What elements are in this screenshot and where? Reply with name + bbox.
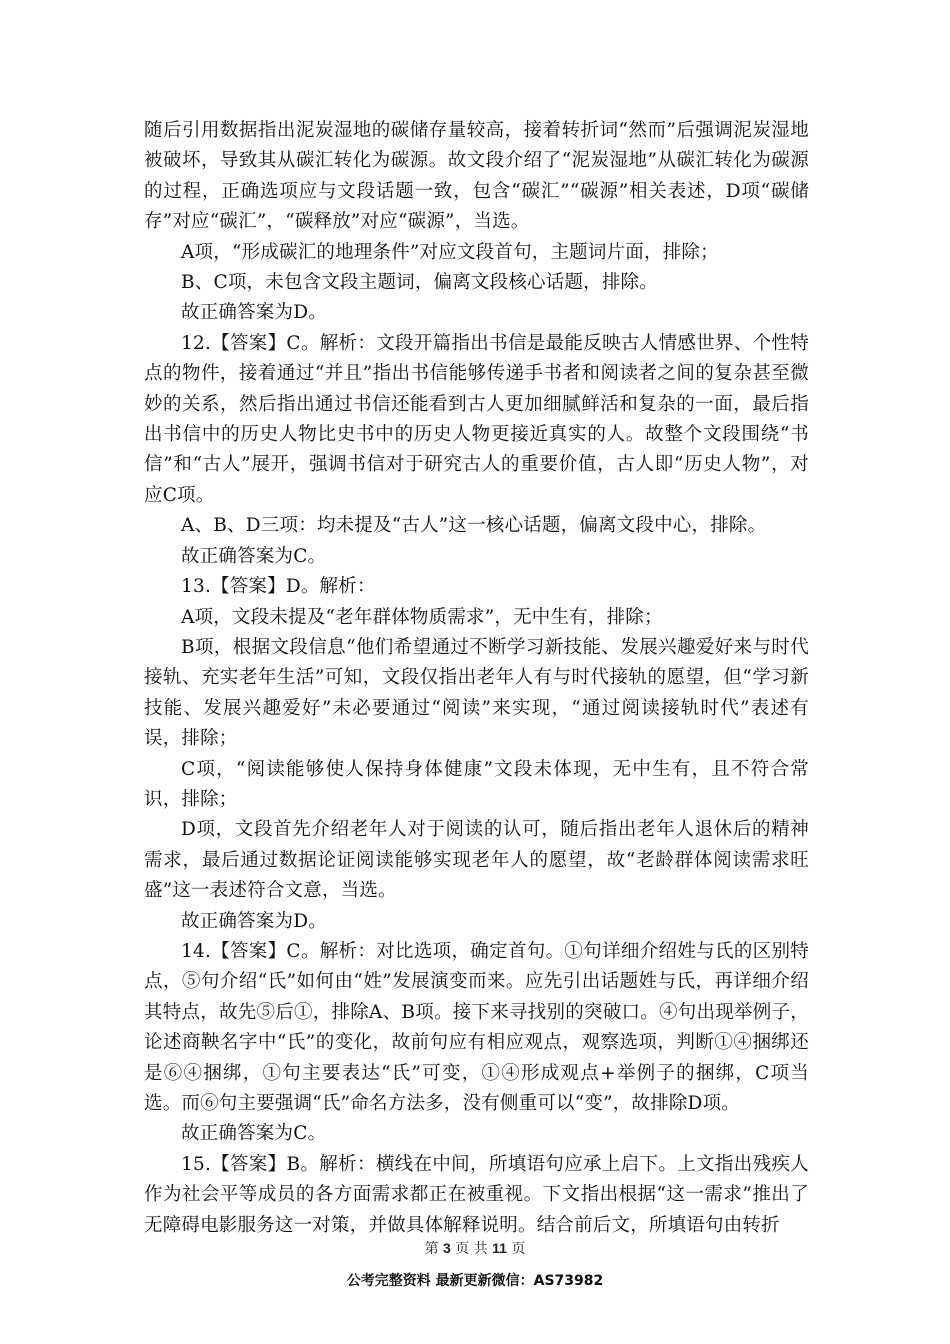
paragraph: C项，“阅读能够使人保持身体健康”文段未体现，无中生有，且不符合常识，排除； <box>144 758 809 810</box>
paragraph: 故正确答案为D。 <box>181 910 327 932</box>
paragraph: B项，根据文段信息“他们希望通过不断学习新技能、发展兴趣爱好来与时代接轨、充实老年生活”可知，文段仅指出老年人有与时代接轨的愿望，但“学习新技能、发展兴趣爱好”未必要通过“阅读”来实现，“通过阅读接轨时代”表述有误，排除； <box>144 636 809 750</box>
paragraph: A项，“形成碳汇的地理条件”对应文段首句，主题词片面，排除； <box>181 241 719 263</box>
document-body <box>144 116 809 1241</box>
paragraph: B、C项，未包含文段主题词，偏离文段核心话题，排除。 <box>181 272 658 294</box>
page-number <box>0 1238 950 1258</box>
paragraph: 故正确答案为D。 <box>181 302 327 324</box>
page-mid: 页 共 <box>455 1241 488 1257</box>
page-prefix: 第 <box>424 1241 439 1257</box>
answer-12-paragraph: 12.【答案】C。解析：文段开篇指出书信是最能反映古人情感世界、个性特点的物件，接着通过“并且”指出书信能够传递手书者和阅读者之间的复杂甚至微妙的关系，然后指出通过书信还能看到古人更加细腻鲜活和复杂的一面，最后指出书信中的历史人物比史书中的历史人物更接近真实的人。故整个文段围绕“书信”和“古人”展开，强调书信对于研究古人的重要价值，古人即“历史人物”，对应C项。 <box>144 332 809 506</box>
page-suffix: 页 <box>511 1241 526 1257</box>
page-total: 11 <box>492 1240 507 1256</box>
paragraph: A项，文段未提及“老年群体物质需求”，无中生有，排除； <box>181 606 663 628</box>
footer-notice: 公考完整资料 最新更新微信：AS73982 <box>346 1273 604 1289</box>
paragraph: 故正确答案为C。 <box>181 545 327 567</box>
paragraph: A、B、D三项：均未提及“古人”这一核心话题，偏离文段中心，排除。 <box>181 515 767 537</box>
answer-15-paragraph: 15.【答案】B。解析：横线在中间，所填语句应承上启下。上文指出残疾人作为社会平等成员的各方面需求都正在被重视。下文指出根据“这一需求”推出了无障碍电影服务这一对策，并做具体解释说明。结合前后文，所填语句由转折 <box>144 1153 809 1236</box>
paragraph: 故正确答案为C。 <box>181 1123 327 1145</box>
paragraph: 随后引用数据指出泥炭湿地的碳储存量较高，接着转折词“然而”后强调泥炭湿地被破坏，导致其从碳汇转化为碳源。故文段介绍了“泥炭湿地”从碳汇转化为碳源的过程，正确选项应与文段话题一致，包含“碳汇”“碳源”相关表述，D项“碳储存”对应“碳汇”，“碳释放”对应“碳源”，当选。 <box>144 120 809 233</box>
paragraph: D项，文段首先介绍老年人对于阅读的认可，随后指出老年人退休后的精神需求，最后通过数据论证阅读能够实现老年人的愿望，故“老龄群体阅读需求旺盛”这一表述符合文意，当选。 <box>144 819 809 902</box>
answer-14-paragraph: 14.【答案】C。解析：对比选项，确定首句。①句详细介绍姓与氏的区别特点，⑤句介绍“氏”如何由“姓”发展演变而来。应先引出话题姓与氏，再详细介绍其特点，故先⑤后①，排除A、B项。接下来寻找别的突破口。④句出现举例子，论述商鞅名字中“氏”的变化，故前句应有相应观点，观察选项，判断①④捆绑还是⑥④捆绑，①句主要表达“氏”可变，①④形成观点+举例子的捆绑，C项当选。而⑥句主要强调“氏”命名方法多，没有侧重可以“变”，故排除D项。 <box>144 940 809 1114</box>
page-current: 3 <box>443 1240 451 1256</box>
answer-13-paragraph: 13.【答案】D。解析： <box>181 576 376 598</box>
